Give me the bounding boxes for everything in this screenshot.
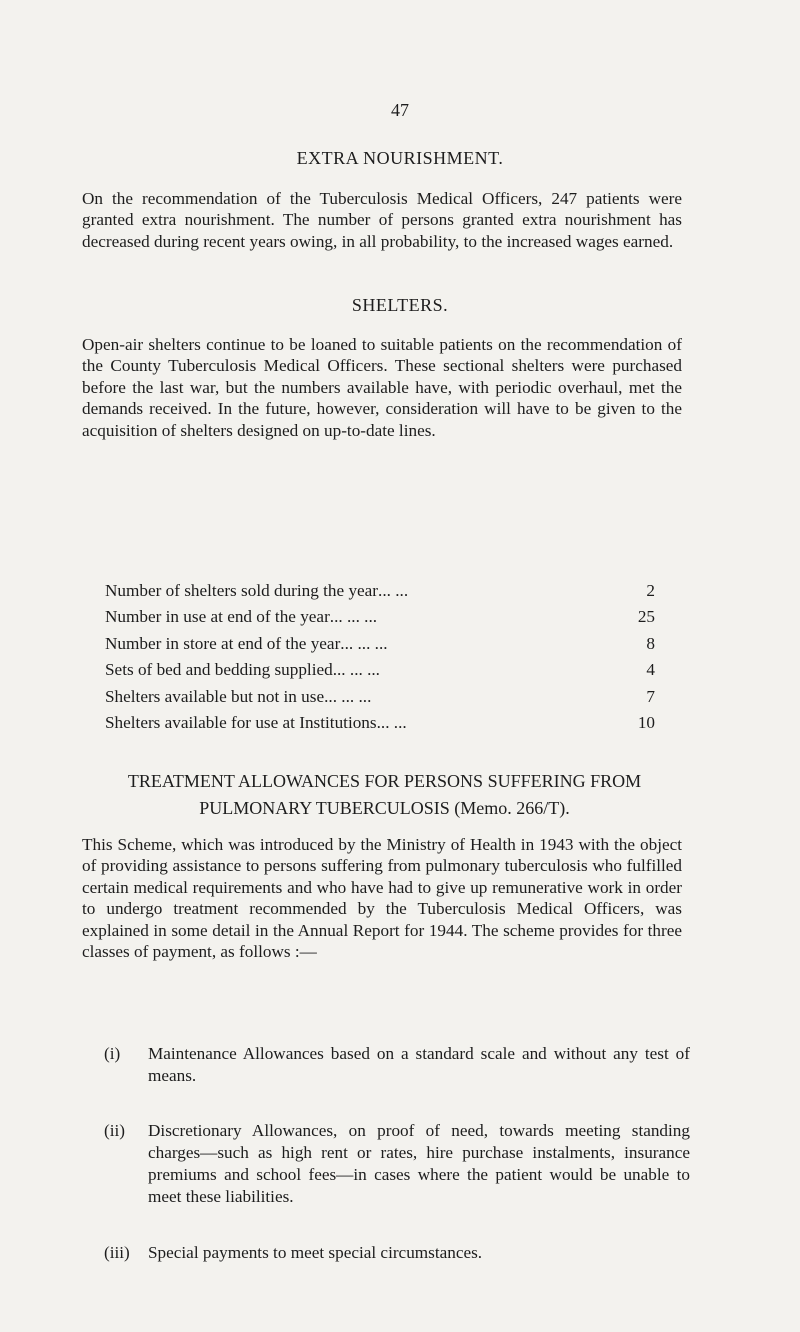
- stat-value: 2: [646, 581, 655, 600]
- stat-dots: ... ...: [378, 581, 409, 600]
- treatment-allowances-heading: TREATMENT ALLOWANCES FOR PERSONS SUFFERING FROM PULMONARY TUBERCULOSIS (Memo. 266/T).: [127, 771, 642, 818]
- list-item-text: Special payments to meet special circumstances.: [148, 1243, 483, 1262]
- list-marker: (iii): [104, 1243, 130, 1262]
- extra-nourishment-heading: EXTRA NOURISHMENT.: [296, 148, 504, 168]
- shelters-heading: SHELTERS.: [351, 295, 449, 315]
- shelters-stats-list: [105, 578, 655, 736]
- extra-nourishment-paragraph: On the recommendation of the Tuberculosis Medical Officers, 247 patients were granted extra nourishment. The number of persons granted extra nourishment has decreased during recent years owing, in all probability, to the increased wages earned.: [82, 189, 682, 251]
- stat-dots: ... ... ...: [340, 633, 388, 653]
- payment-class-item: [104, 1120, 690, 1208]
- shelters-paragraph: Open-air shelters continue to be loaned to suitable patients on the recommendation of the County Tuberculosis Medical Officers. These sectional shelters were purchased before the last war, but the numbers available have, with periodic overhaul, met the demands received. In the future, however, consideration will have to be given to the acquisition of shelters designed on up-to-date lines.: [82, 335, 682, 440]
- stat-row: [105, 578, 655, 604]
- stat-value: 10: [637, 712, 655, 732]
- payment-class-item: [104, 1043, 690, 1087]
- stat-value: 8: [646, 633, 655, 653]
- stat-value: 25: [637, 607, 655, 627]
- stat-row: [105, 604, 655, 630]
- list-marker: (i): [104, 1044, 121, 1063]
- stat-row: [105, 684, 655, 710]
- page-number: 47: [391, 100, 409, 120]
- stat-label: Sets of bed and bedding supplied: [105, 660, 333, 680]
- list-marker: (ii): [104, 1121, 125, 1140]
- stat-label: Shelters available for use at Institutions: [105, 712, 377, 732]
- stat-dots: ... ... ...: [329, 607, 378, 627]
- payment-class-item: [104, 1242, 690, 1264]
- stat-row: [105, 657, 655, 683]
- stat-row: [105, 631, 655, 657]
- stat-dots: ... ...: [376, 712, 407, 732]
- stat-label: Shelters available but not in use: [105, 686, 325, 706]
- treatment-paragraph: This Scheme, which was introduced by the Ministry of Health in 1943 with the object of providing assistance to persons suffering from pulmonary tuberculosis who fulfilled certain medical requirements and who have had to give up remunerative work in order to undergo treatment recommended by the Tuberculosis Medical Officers, was explained in some detail in the Annual Report for 1944. The scheme provides for three classes of payment, as follows :—: [82, 835, 682, 962]
- list-item-text: Maintenance Allowances based on a standard scale and without any test of means.: [148, 1044, 690, 1085]
- stat-dots: ... ... ...: [332, 660, 380, 680]
- stat-value: 7: [646, 686, 655, 706]
- stat-dots: ... ... ...: [324, 686, 372, 706]
- list-item-text: Discretionary Allowances, on proof of need, towards meeting standing charges—such as high rent or rates, hire purchase instalments, insurance premiums and school fees—in cases where the patient would be unable to meet these liabilities.: [148, 1121, 690, 1206]
- stat-label: Number in use at end of the year: [105, 607, 330, 627]
- stat-row: [105, 710, 655, 736]
- stat-label: Number of shelters sold during the year: [105, 581, 379, 600]
- stat-label: Number in store at end of the year: [105, 633, 341, 653]
- stat-value: 4: [646, 660, 655, 680]
